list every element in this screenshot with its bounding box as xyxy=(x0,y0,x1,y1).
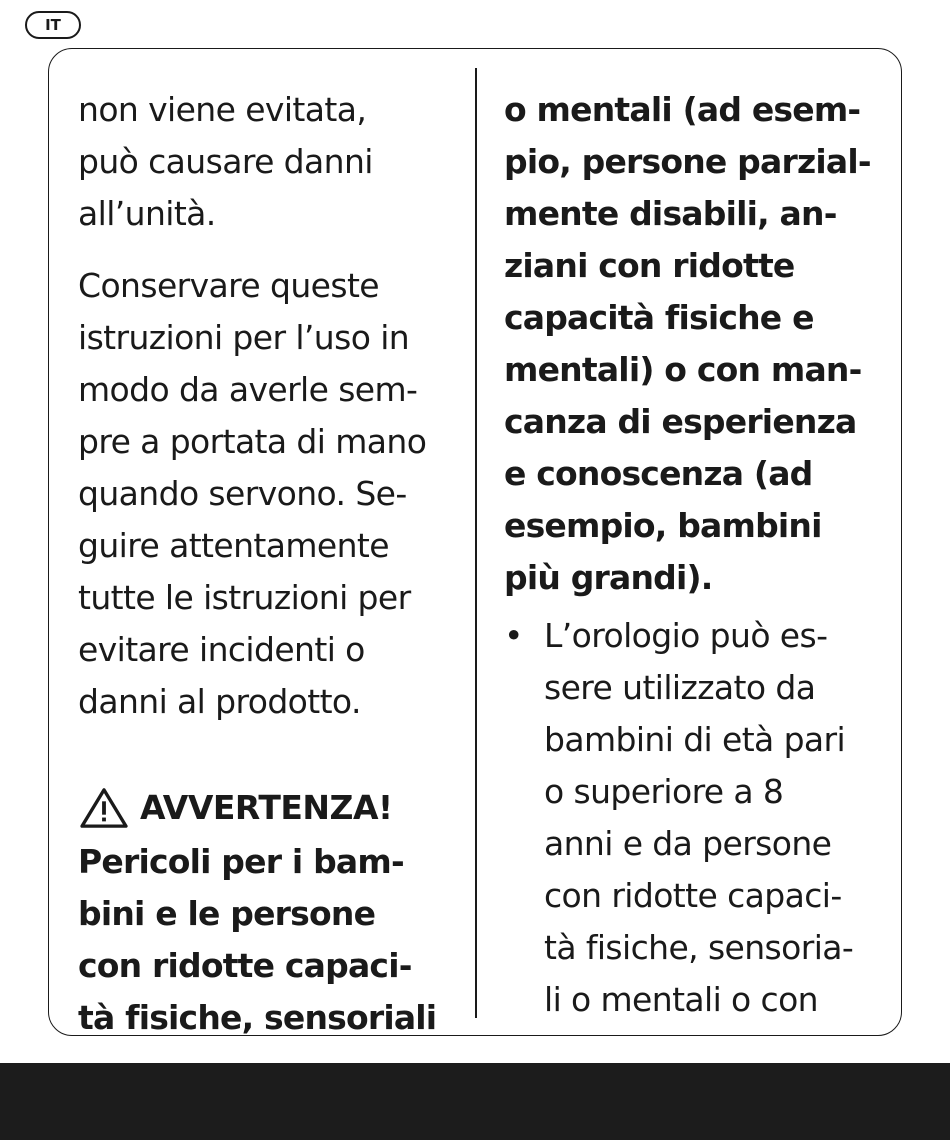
language-badge: IT xyxy=(25,11,81,39)
bullet-icon: • xyxy=(504,616,524,655)
warning-text-continued: o mentali (ad esem- pio, persone parzial- mente disabili, an- ziani con ridotte capacità fisiche e mentali) o con man- canza di esperienza e conoscenza (ad esempio, bambini più grandi). xyxy=(504,90,871,597)
list-item xyxy=(504,610,894,1026)
warning-title: AVVERTENZA! xyxy=(140,788,393,827)
footer-bar xyxy=(0,1063,950,1140)
intro-paragraph: non viene evitata, può causare danni all’unità. xyxy=(78,90,373,233)
warning-text: Pericoli per i bam- bini e le persone con ridotte capaci- tà fisiche, sensoriali xyxy=(78,842,437,1037)
warning-triangle-icon xyxy=(78,787,130,829)
column-divider xyxy=(475,68,477,1018)
left-column xyxy=(78,84,458,1044)
instructions-paragraph: Conservare queste istruzioni per l’uso in modo da averle sem- pre a portata di mano quando servono. Se- guire attentamente tutte le istruzioni per evitare incidenti o danni al prodotto. xyxy=(78,266,427,721)
warning-heading xyxy=(78,780,458,836)
right-column xyxy=(504,84,894,1026)
bullet-text: L’orologio può es- sere utilizzato da bambini di età pari o superiore a 8 anni e da persone con ridotte capaci- tà fisiche, sensoria- li o mentali o con xyxy=(544,616,854,1019)
